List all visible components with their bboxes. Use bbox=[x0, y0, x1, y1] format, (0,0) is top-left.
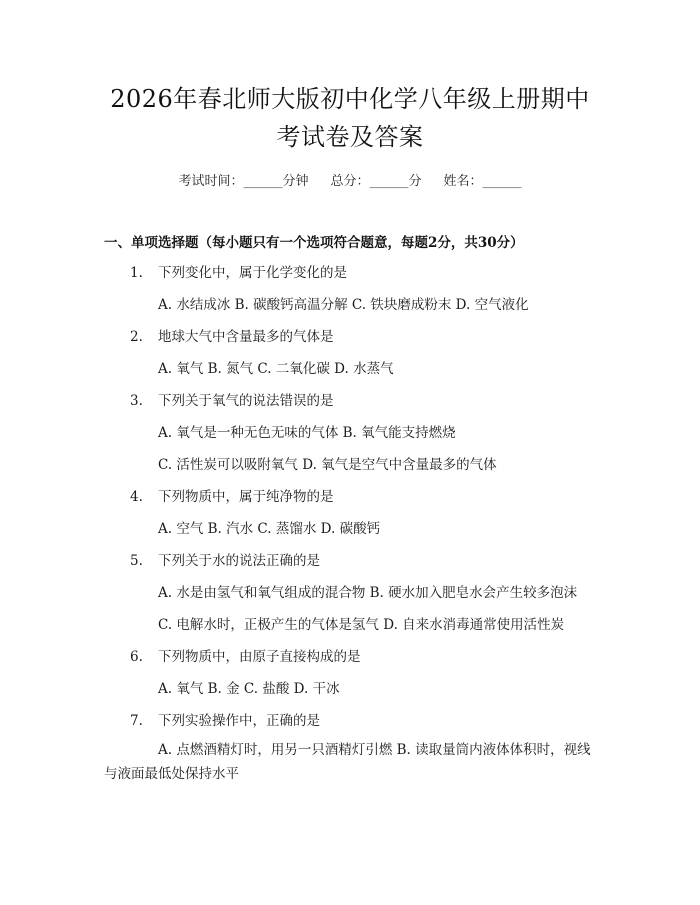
question-text: 下列变化中，属于化学变化的是 bbox=[158, 265, 347, 281]
section-heading-1: 一、单项选择题（每小题只有一个选项符合题意，每题2分，共30分） bbox=[104, 235, 524, 251]
exam-time-field: 考试时间：______分钟 bbox=[178, 174, 309, 189]
question-3 bbox=[130, 389, 334, 409]
question-text: 下列物质中，由原子直接构成的是 bbox=[158, 649, 361, 665]
question-number: 5. bbox=[130, 553, 143, 569]
question-1 bbox=[130, 261, 347, 281]
question-number: 6. bbox=[130, 649, 143, 665]
exam-meta bbox=[0, 170, 700, 189]
question-number: 7. bbox=[130, 713, 143, 729]
question-text: 下列关于氧气的说法错误的是 bbox=[158, 393, 334, 409]
question-5-options-1: A. 水是由氢气和氧气组成的混合物 B. 硬水加入肥皂水会产生较多泡沫 bbox=[158, 585, 578, 601]
question-6 bbox=[130, 645, 361, 665]
question-6-options: A. 氧气 B. 金 C. 盐酸 D. 干冰 bbox=[158, 681, 340, 697]
question-7 bbox=[130, 709, 320, 729]
question-number: 4. bbox=[130, 489, 143, 505]
question-3-options-2: C. 活性炭可以吸附氧气 D. 氧气是空气中含量最多的气体 bbox=[158, 457, 497, 473]
question-4-options: A. 空气 B. 汽水 C. 蒸馏水 D. 碳酸钙 bbox=[158, 521, 381, 537]
question-5 bbox=[130, 549, 320, 569]
question-1-options: A. 水结成冰 B. 碳酸钙高温分解 C. 铁块磨成粉末 D. 空气液化 bbox=[158, 297, 529, 313]
question-2 bbox=[130, 325, 334, 345]
question-text: 下列实验操作中，正确的是 bbox=[158, 713, 320, 729]
question-3-options-1: A. 氧气是一种无色无味的气体 B. 氧气能支持燃烧 bbox=[158, 425, 456, 441]
question-text: 下列物质中，属于纯净物的是 bbox=[158, 489, 334, 505]
question-2-options: A. 氧气 B. 氮气 C. 二氧化碳 D. 水蒸气 bbox=[158, 361, 394, 377]
question-number: 2. bbox=[130, 329, 143, 345]
question-7-options: A. 点燃酒精灯时，用另一只酒精灯引燃 B. 读取量筒内液体体积时，视线与液面最低处保持水平 bbox=[104, 742, 591, 782]
exam-score-field: 总分：______分 bbox=[330, 174, 422, 189]
question-5-options-2: C. 电解水时，正极产生的气体是氢气 D. 自来水消毒通常使用活性炭 bbox=[158, 617, 565, 633]
question-text: 地球大气中含量最多的气体是 bbox=[158, 329, 334, 345]
question-number: 3. bbox=[130, 393, 143, 409]
exam-title-line-1: 2026年春北师大版初中化学八年级上册期中 bbox=[110, 85, 590, 113]
question-text: 下列关于水的说法正确的是 bbox=[158, 553, 320, 569]
exam-name-field: 姓名：______ bbox=[443, 174, 522, 189]
question-4 bbox=[130, 485, 334, 505]
exam-title-line-2: 考试卷及答案 bbox=[276, 123, 424, 151]
question-number: 1. bbox=[130, 265, 143, 281]
